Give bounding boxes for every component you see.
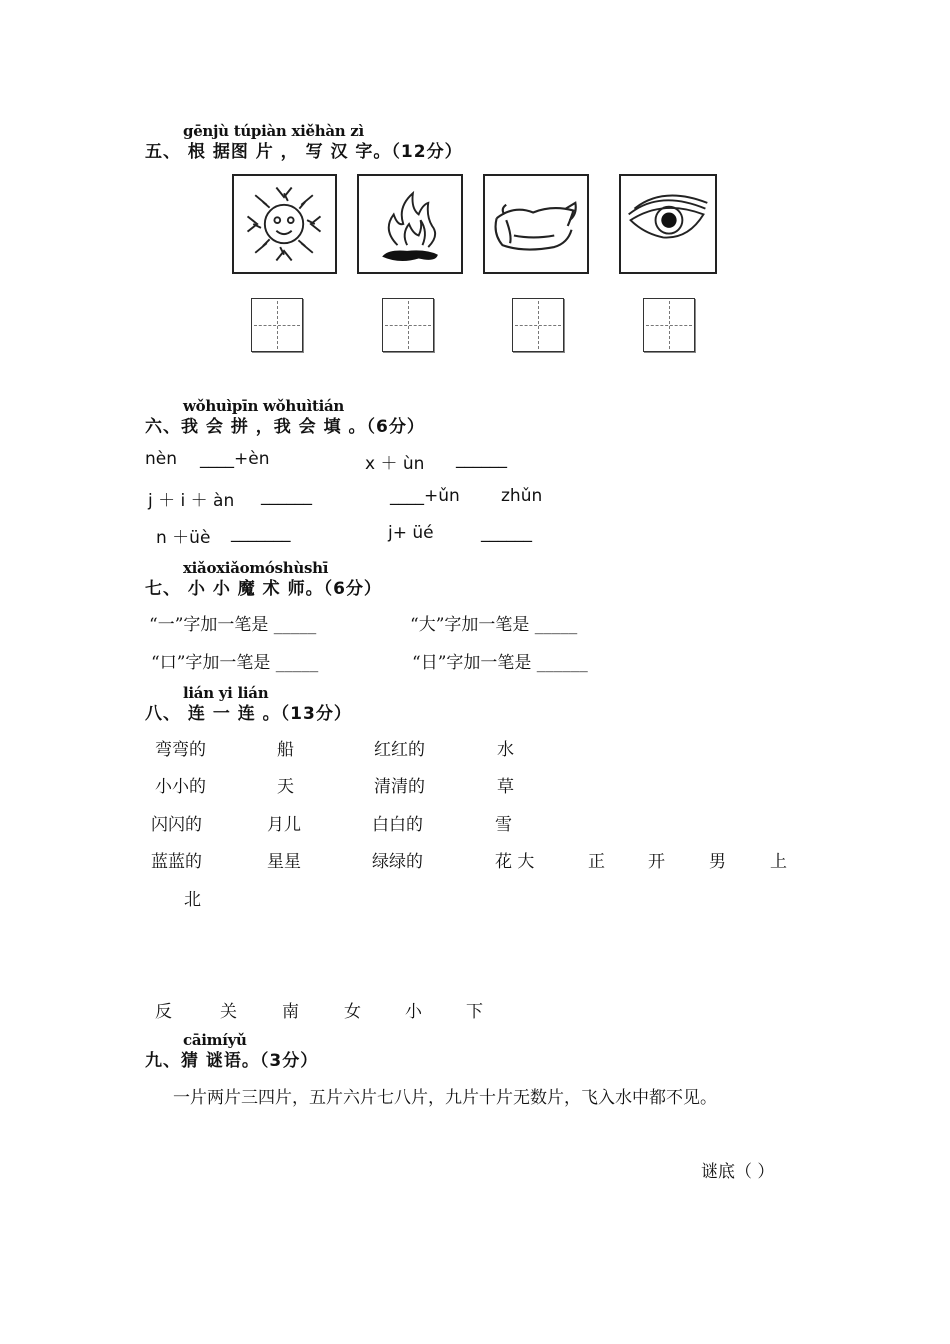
s5-heading: 五、 根 据图 片 ， 写 汉 字。（12分）: [145, 142, 463, 162]
sun-icon: [234, 176, 335, 272]
s5-pinyin: gēnjù túpiàn xiěhàn zì: [183, 122, 364, 140]
boat-picture: [483, 174, 589, 274]
boat-icon: [485, 176, 587, 272]
match-word[interactable]: 船: [277, 740, 294, 760]
opposite-word[interactable]: 正: [588, 852, 605, 872]
match-word[interactable]: 弯弯的: [155, 740, 206, 760]
opposite-word[interactable]: 小: [405, 1002, 422, 1022]
fire-icon: [359, 176, 461, 272]
s6-cell: zhǔn: [501, 486, 543, 506]
opposite-word[interactable]: 开: [648, 852, 665, 872]
s7-item: “一”字加一笔是 _____: [149, 615, 317, 635]
answer-box-2[interactable]: [382, 298, 434, 352]
answer-box-1[interactable]: [251, 298, 303, 352]
answer-box-4[interactable]: [643, 298, 695, 352]
s7-item: “日”字加一笔是 ______: [412, 653, 588, 673]
opposite-word[interactable]: 反: [155, 1002, 172, 1022]
match-word[interactable]: 绿绿的: [372, 852, 423, 872]
s6-cell: ____+èn: [200, 449, 270, 469]
match-word[interactable]: 闪闪的: [151, 815, 202, 835]
s6-pinyin: wǒhuìpīn wǒhuìtián: [183, 397, 345, 415]
s7-item: “口”字加一笔是 _____: [151, 653, 319, 673]
eye-picture: [619, 174, 717, 274]
s8-heading: 八、 连 一 连 。（13分）: [145, 704, 352, 724]
match-word[interactable]: 天: [277, 777, 294, 797]
s6-cell: ____+ǔn: [390, 486, 460, 506]
opposite-word[interactable]: 关: [220, 1002, 237, 1022]
match-word[interactable]: 水: [497, 740, 514, 760]
match-word[interactable]: 清清的: [374, 777, 425, 797]
s6-cell: ______: [261, 486, 312, 506]
opposite-word[interactable]: 男: [709, 852, 726, 872]
match-word[interactable]: 红红的: [374, 740, 425, 760]
s6-cell: n ＋üè: [156, 528, 211, 548]
riddle-answer[interactable]: 谜底（ ）: [701, 1162, 775, 1182]
match-word[interactable]: 小小的: [155, 777, 206, 797]
s6-cell: _______: [231, 523, 291, 543]
s7-heading: 七、 小 小 魔 术 师。（6分）: [145, 579, 382, 599]
s6-cell: ______: [456, 449, 507, 469]
s7-pinyin: xiǎoxiǎomóshùshī: [183, 559, 329, 577]
opposite-word[interactable]: 女: [344, 1002, 361, 1022]
eye-icon: [621, 176, 715, 272]
s9-pinyin: cāimíyǔ: [183, 1031, 247, 1049]
riddle-text: 一片两片三四片，五片六片七八片，九片十片无数片，飞入水中都不见。: [173, 1088, 717, 1108]
s6-cell: nèn: [145, 449, 178, 469]
sun-picture: [232, 174, 337, 274]
s6-cell: j ＋ i ＋ àn: [148, 491, 235, 511]
s6-heading: 六、我 会 拼 ，我 会 填 。（6分）: [145, 417, 425, 437]
fire-picture: [357, 174, 463, 274]
opposite-word[interactable]: 北: [184, 890, 201, 910]
s8-pinyin: lián yi lián: [183, 684, 269, 702]
s9-heading: 九、猜 谜语。（3分）: [145, 1051, 319, 1071]
match-word[interactable]: 花 大: [495, 852, 535, 872]
match-word[interactable]: 月儿: [267, 815, 301, 835]
match-word[interactable]: 星星: [267, 852, 301, 872]
answer-box-3[interactable]: [512, 298, 564, 352]
match-word[interactable]: 蓝蓝的: [151, 852, 202, 872]
opposite-word[interactable]: 南: [282, 1002, 299, 1022]
s6-cell: j+ üé: [388, 523, 434, 543]
s6-cell: ______: [481, 523, 532, 543]
s7-item: “大”字加一笔是 _____: [410, 615, 578, 635]
match-word[interactable]: 雪: [495, 815, 512, 835]
s6-cell: x ＋ ùn: [365, 454, 425, 474]
match-word[interactable]: 草: [497, 777, 514, 797]
opposite-word[interactable]: 下: [466, 1002, 483, 1022]
opposite-word[interactable]: 上: [770, 852, 787, 872]
match-word[interactable]: 白白的: [372, 815, 423, 835]
